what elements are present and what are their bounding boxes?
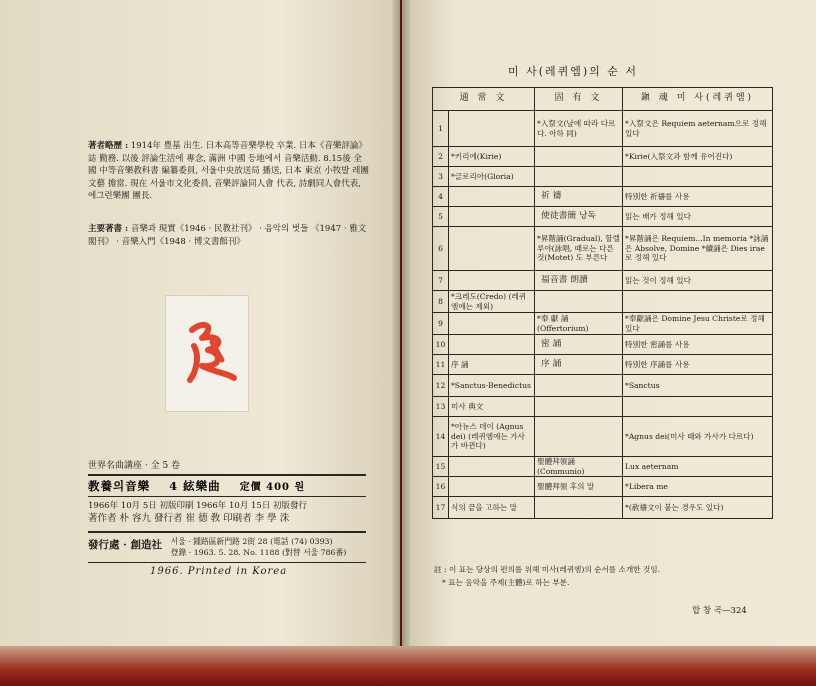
row-number: 10: [433, 335, 449, 355]
cell-common: *글로리아(Gloria): [449, 167, 535, 187]
cell-common: [449, 313, 535, 335]
volume-title: 4 絃樂曲: [169, 479, 221, 493]
header-common: 通 常 文: [433, 88, 535, 111]
main-works-label: 主要著書 :: [88, 224, 129, 234]
table-row: [433, 375, 773, 397]
table-row: [433, 227, 773, 271]
cell-common: *크레도(Credo) (레퀴엠에는 제외): [449, 291, 535, 313]
table-row: [433, 187, 773, 207]
author-bio: [88, 140, 370, 203]
cell-requiem: *入祭文은 Requiem aeternam으로 정해 있다: [623, 111, 773, 147]
cell-requiem: *Sanctus: [623, 375, 773, 397]
cell-common: *Sanctus-Benedictus: [449, 375, 535, 397]
cell-proper: [535, 397, 623, 417]
main-works-text: 音樂과 現實《1946 · 民教社刊》 · 음악의 벗들 《1947 · 雅文閣刊》 · 音樂入門《1948 · 博文書館刊》: [88, 224, 367, 247]
cell-requiem: 읽는 배가 정해 있다: [623, 207, 773, 227]
header-proper: 固 有 文: [535, 88, 623, 111]
cell-requiem: *奉獻誦은 Domine Jesu Christe로 정해 있다: [623, 313, 773, 335]
cell-requiem: [623, 397, 773, 417]
table-header-row: [433, 88, 773, 111]
row-number: 11: [433, 355, 449, 375]
row-number: 4: [433, 187, 449, 207]
publisher-registration: 登錄 · 1963. 5. 28. No. 1188 (對替 서울 786番): [170, 548, 347, 557]
cell-common: [449, 187, 535, 207]
cell-common: [449, 271, 535, 291]
row-number: 14: [433, 417, 449, 457]
cell-requiem: *昇階誦은 Requiem...In memoria *詠誦은 Absolve, Domine *續誦은 Dies irae로 정해 있다: [623, 227, 773, 271]
table-row: [433, 167, 773, 187]
cell-proper: 福音書 朗讀: [535, 271, 623, 291]
cell-common: 미사 典文: [449, 397, 535, 417]
author-seal-stamp: [165, 295, 249, 412]
left-page: [0, 0, 400, 660]
cell-requiem: 特別한 祈禱를 사용: [623, 187, 773, 207]
row-number: 3: [433, 167, 449, 187]
cell-common: *아뉴스 데이 (Agnus dei) (레퀴엠에는 가사가 바뀐다): [449, 417, 535, 457]
cell-requiem: 特別한 序誦를 사용: [623, 355, 773, 375]
cell-requiem: [623, 291, 773, 313]
table-row: [433, 417, 773, 457]
cell-proper: 聖體拜領誦 (Communio): [535, 457, 623, 477]
divider-top: [88, 474, 366, 476]
cell-proper: *奉 獻 誦 (Offertorium): [535, 313, 623, 335]
cell-common: 식의 끝을 고하는 말: [449, 497, 535, 519]
printed-in: 1966. Printed in Korea: [150, 566, 288, 577]
table-row: [433, 477, 773, 497]
cell-common: 序 誦: [449, 355, 535, 375]
cell-proper: [535, 497, 623, 519]
publisher-address: 서울 · 鍾路區新門路 2街 28 (電話 (74) 0393): [170, 537, 333, 546]
row-number: 12: [433, 375, 449, 397]
cell-proper: *昇階誦(Gradual), 할렐루야(詠唱, 때로는 다른것(Motet) 도 부른다: [535, 227, 623, 271]
page-number: 합 창 곡—324: [692, 606, 747, 616]
publisher-name: 發行處 · 創造社: [88, 539, 162, 551]
row-number: 17: [433, 497, 449, 519]
row-number: 15: [433, 457, 449, 477]
row-number: 1: [433, 111, 449, 147]
row-number: 2: [433, 147, 449, 167]
cell-proper: 密 誦: [535, 335, 623, 355]
cell-proper: [535, 167, 623, 187]
cell-proper: 序 誦: [535, 355, 623, 375]
cell-common: [449, 207, 535, 227]
note-1: 註 : 이 표는 당상의 편의를 위해 미사(레퀴엠)의 순서를 소개한 것임.: [434, 565, 661, 574]
table-title: 미 사(레퀴엠)의 순 서: [507, 65, 639, 78]
cell-requiem: *Agnus dei(미사 때와 가사가 다르다): [623, 417, 773, 457]
price: 定價 400 원: [239, 482, 306, 493]
table-row: [433, 355, 773, 375]
cell-common: [449, 227, 535, 271]
cell-proper: [535, 375, 623, 397]
book-title-line: [88, 478, 366, 494]
row-number: 8: [433, 291, 449, 313]
cell-requiem: Lux aeternam: [623, 457, 773, 477]
cell-requiem: *Libera me: [623, 477, 773, 497]
cell-common: [449, 335, 535, 355]
cell-requiem: 읽는 것이 정해 있다: [623, 271, 773, 291]
note-2: * 표는 음악을 주제(主體)로 하는 부분.: [442, 578, 570, 587]
book-cover-edge: [0, 646, 816, 686]
row-number: 5: [433, 207, 449, 227]
divider-final: [88, 562, 366, 563]
cell-proper: 祈 禱: [535, 187, 623, 207]
cell-proper: 使徒書簡 낭독: [535, 207, 623, 227]
cell-requiem: [623, 167, 773, 187]
table-row: [433, 497, 773, 519]
table-body: [433, 111, 773, 519]
author-bio-text: 1914年 豊基 出生. 日本高等音樂學校 卒業. 日本《音樂評論》誌 勤務. 以後 評論生活에 專念, 滿洲 中國 등地에서 音樂活動. 8.15後 全國 中等音樂教科書 編纂委員, 서울中央放送局 播送, 日本 東京 小牧발 레團 文藝 擔當. 現在 서울市文化委員, 音樂評論同人會 代表, 詩劇同人會代表, 에그런樂團 團長.: [88, 141, 369, 201]
header-requiem: 鎭 魂 미 사(레퀴엠): [623, 88, 773, 111]
cell-requiem: *Kirie(入祭文과 함께 유어진다): [623, 147, 773, 167]
credits: 著作者 朴 容九 發行者 崔 德 敎 印刷者 李 學 洙: [88, 513, 290, 524]
cell-proper: [535, 417, 623, 457]
table-row: [433, 335, 773, 355]
seal-mark: [178, 316, 238, 386]
row-number: 13: [433, 397, 449, 417]
table-row: [433, 457, 773, 477]
table-row: [433, 313, 773, 335]
divider-bottom: [88, 531, 366, 533]
publisher-block: [88, 536, 378, 558]
cell-common: [449, 457, 535, 477]
row-number: 7: [433, 271, 449, 291]
series-name: 世界名曲講座 · 全 5 卷: [88, 461, 181, 471]
cell-proper: [535, 291, 623, 313]
row-number: 9: [433, 313, 449, 335]
main-works: [88, 223, 370, 248]
table-row: [433, 397, 773, 417]
divider-mid: [88, 496, 366, 497]
table-row: [433, 291, 773, 313]
cell-requiem: *(赦禱文이 붙는 경우도 있다): [623, 497, 773, 519]
book-title: 教養의音樂: [88, 479, 151, 493]
publisher-info: [171, 536, 347, 558]
author-bio-label: 著者略歷 :: [88, 141, 129, 151]
table-notes: [434, 563, 660, 589]
cell-proper: *入祭文(날에 따라 다르다. 아하 同): [535, 111, 623, 147]
table-row: [433, 271, 773, 291]
mass-order-table: [432, 87, 773, 519]
cell-proper: 聖體拜領 후의 말: [535, 477, 623, 497]
row-number: 6: [433, 227, 449, 271]
table-row: [433, 111, 773, 147]
cell-requiem: 特別한 密誦를 사용: [623, 335, 773, 355]
cell-proper: [535, 147, 623, 167]
table-row: [433, 207, 773, 227]
book-gutter: [392, 0, 410, 660]
print-dates: 1966年 10月 5日 初版印刷 1966年 10月 15日 初版發行: [88, 501, 308, 511]
cell-common: [449, 477, 535, 497]
cell-common: [449, 111, 535, 147]
row-number: 16: [433, 477, 449, 497]
cell-common: *키리에(Kirie): [449, 147, 535, 167]
table-row: [433, 147, 773, 167]
